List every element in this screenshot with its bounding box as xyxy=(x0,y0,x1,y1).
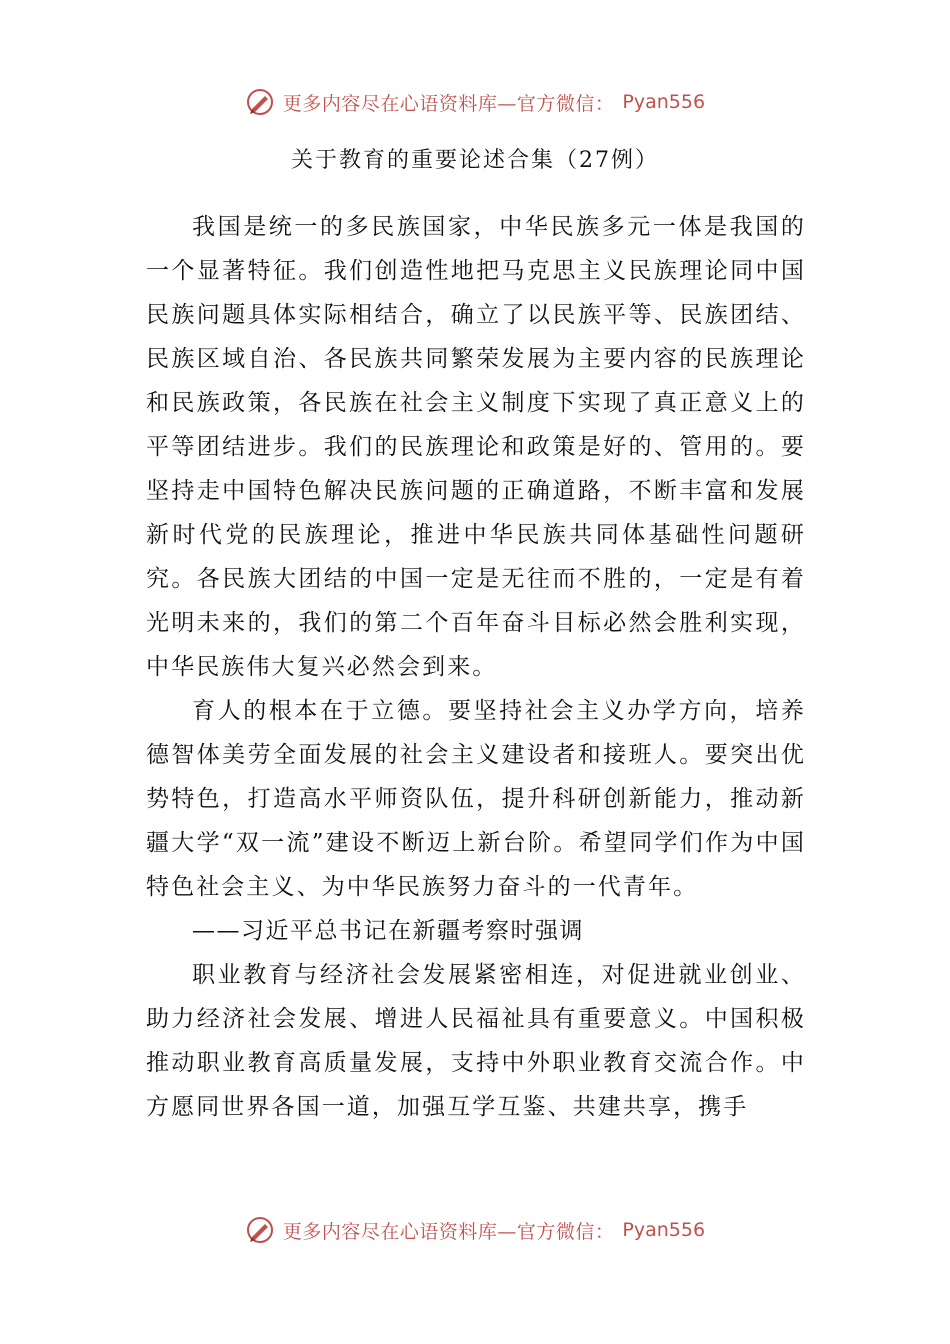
paragraph-2: 育人的根本在于立德。要坚持社会主义办学方向，培养德智体美劳全面发展的社会主义建设者和接班人。要突出优势特色，打造高水平师资队伍，提升科研创新能力，推动新疆大学“双一流”建设不断迈上新台阶。希望同学们作为中国特色社会主义、为中华民族努力奋斗的一代青年。 xyxy=(146,698,806,900)
watermark-text: 更多内容尽在心语资料库—官方微信： xyxy=(282,92,615,115)
attribution-line: ——习近平总书记在新疆考察时强调 xyxy=(192,918,584,944)
pen-logo-icon xyxy=(245,87,275,117)
watermark-wechat-id: Pyan556 xyxy=(622,1219,706,1241)
document-body xyxy=(146,205,806,1129)
header-watermark xyxy=(0,82,950,122)
pen-logo-icon xyxy=(245,1215,275,1245)
paragraph-1: 我国是统一的多民族国家，中华民族多元一体是我国的一个显著特征。我们创造性地把马克思主义民族理论同中国民族问题具体实际相结合，确立了以民族平等、民族团结、民族区域自治、各民族共同繁荣发展为主要内容的民族理论和民族政策，各民族在社会主义制度下实现了真正意义上的平等团结进步。我们的民族理论和政策是好的、管用的。要坚持走中国特色解决民族问题的正确道路，不断丰富和发展新时代党的民族理论，推进中华民族共同体基础性问题研究。各民族大团结的中国一定是无往而不胜的，一定是有着光明未来的，我们的第二个百年奋斗目标必然会胜利实现，中华民族伟大复兴必然会到来。 xyxy=(146,214,806,680)
document-title: 关于教育的重要论述合集（27例） xyxy=(291,148,659,173)
footer-watermark xyxy=(0,1210,950,1250)
watermark-wechat-id: Pyan556 xyxy=(622,91,706,113)
paragraph-3: 职业教育与经济社会发展紧密相连，对促进就业创业、助力经济社会发展、增进人民福祉具有重要意义。中国积极推动职业教育高质量发展，支持中外职业教育交流合作。中方愿同世界各国一道，加强互学互鉴、共建共享，携手 xyxy=(146,962,806,1120)
watermark-text: 更多内容尽在心语资料库—官方微信： xyxy=(282,1220,615,1243)
